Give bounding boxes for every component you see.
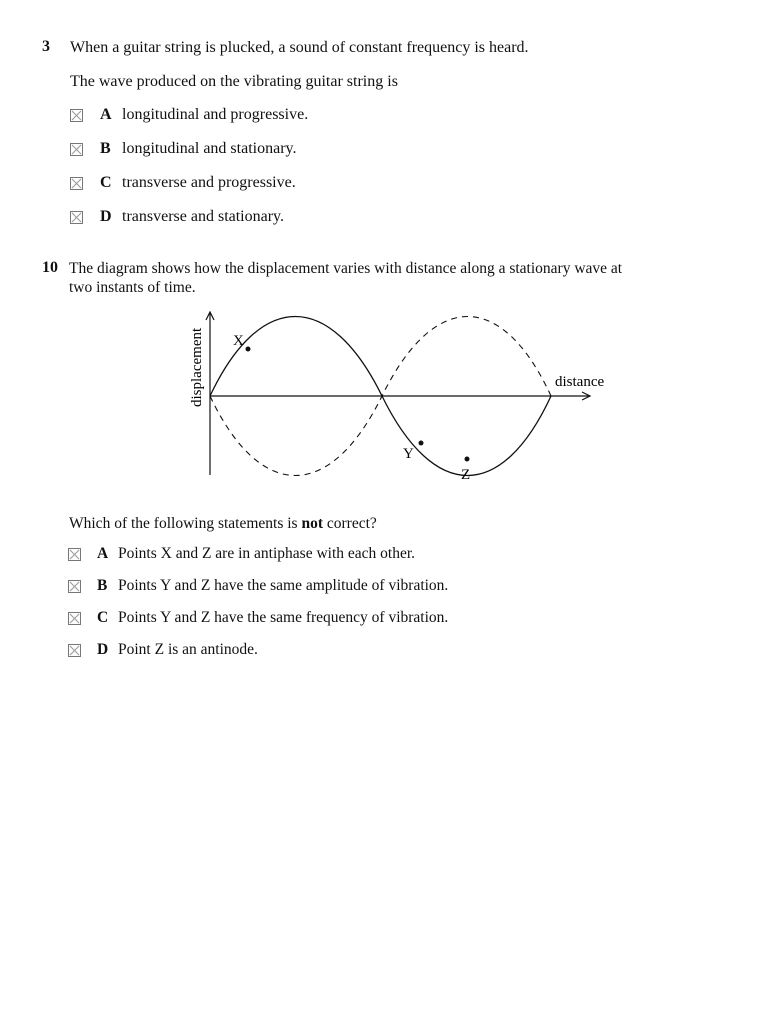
- question-3-prompt: The wave produced on the vibrating guitar string is: [70, 73, 398, 90]
- option-text: Points Y and Z have the same frequency of vibration.: [118, 609, 449, 626]
- answer-checkbox[interactable]: [68, 548, 81, 561]
- q3-option-b[interactable]: [70, 140, 296, 158]
- option-letter: D: [100, 208, 112, 225]
- option-text: Points X and Z are in antiphase with each other.: [118, 545, 416, 562]
- q10-option-b[interactable]: [68, 577, 448, 595]
- question-3-number: 3: [42, 38, 50, 55]
- option-text: longitudinal and stationary.: [122, 140, 297, 157]
- q10-option-c[interactable]: [68, 609, 448, 627]
- stationary-wave-diagram: [180, 305, 620, 490]
- option-letter: B: [97, 577, 108, 594]
- point-y-marker: [419, 441, 424, 446]
- answer-checkbox[interactable]: [68, 580, 81, 593]
- option-text: transverse and progressive.: [122, 174, 296, 191]
- answer-checkbox[interactable]: [68, 612, 81, 625]
- point-z-marker: [465, 457, 470, 462]
- point-y-label: Y: [403, 446, 414, 462]
- answer-checkbox[interactable]: [70, 143, 83, 156]
- q10-option-d[interactable]: [68, 641, 258, 659]
- q3-option-d[interactable]: [70, 208, 284, 226]
- answer-checkbox[interactable]: [70, 211, 83, 224]
- prompt-emphasis: not: [301, 515, 324, 532]
- question-10-number: 10: [42, 259, 58, 276]
- question-10-prompt: [69, 514, 377, 533]
- answer-checkbox[interactable]: [70, 109, 83, 122]
- option-letter: B: [100, 140, 111, 157]
- prompt-start: Which of the following statements is: [69, 515, 302, 532]
- y-axis-label: displacement: [189, 327, 205, 407]
- x-axis-label: distance: [555, 374, 605, 390]
- option-letter: A: [97, 545, 109, 562]
- option-letter: D: [97, 641, 109, 658]
- option-text: Points Y and Z have the same amplitude of vibration.: [118, 577, 449, 594]
- option-text: longitudinal and progressive.: [122, 106, 309, 123]
- question-10-stem-line1: The diagram shows how the displacement varies with distance along a stationary wave at: [69, 260, 623, 277]
- option-letter: A: [100, 106, 112, 123]
- point-z-label: Z: [461, 467, 471, 483]
- answer-checkbox[interactable]: [70, 177, 83, 190]
- point-x-label: X: [233, 333, 244, 349]
- q10-option-a[interactable]: [68, 545, 415, 563]
- prompt-end: correct?: [323, 515, 377, 532]
- q3-option-a[interactable]: [70, 106, 308, 124]
- question-3-stem: When a guitar string is plucked, a sound of constant frequency is heard.: [70, 39, 529, 56]
- answer-checkbox[interactable]: [68, 644, 81, 657]
- option-text: transverse and stationary.: [122, 208, 285, 225]
- option-letter: C: [100, 174, 112, 191]
- question-10-stem-line2: two instants of time.: [69, 279, 196, 296]
- point-x-marker: [246, 347, 251, 352]
- q3-option-c[interactable]: [70, 174, 296, 192]
- option-letter: C: [97, 609, 109, 626]
- option-text: Point Z is an antinode.: [118, 641, 258, 658]
